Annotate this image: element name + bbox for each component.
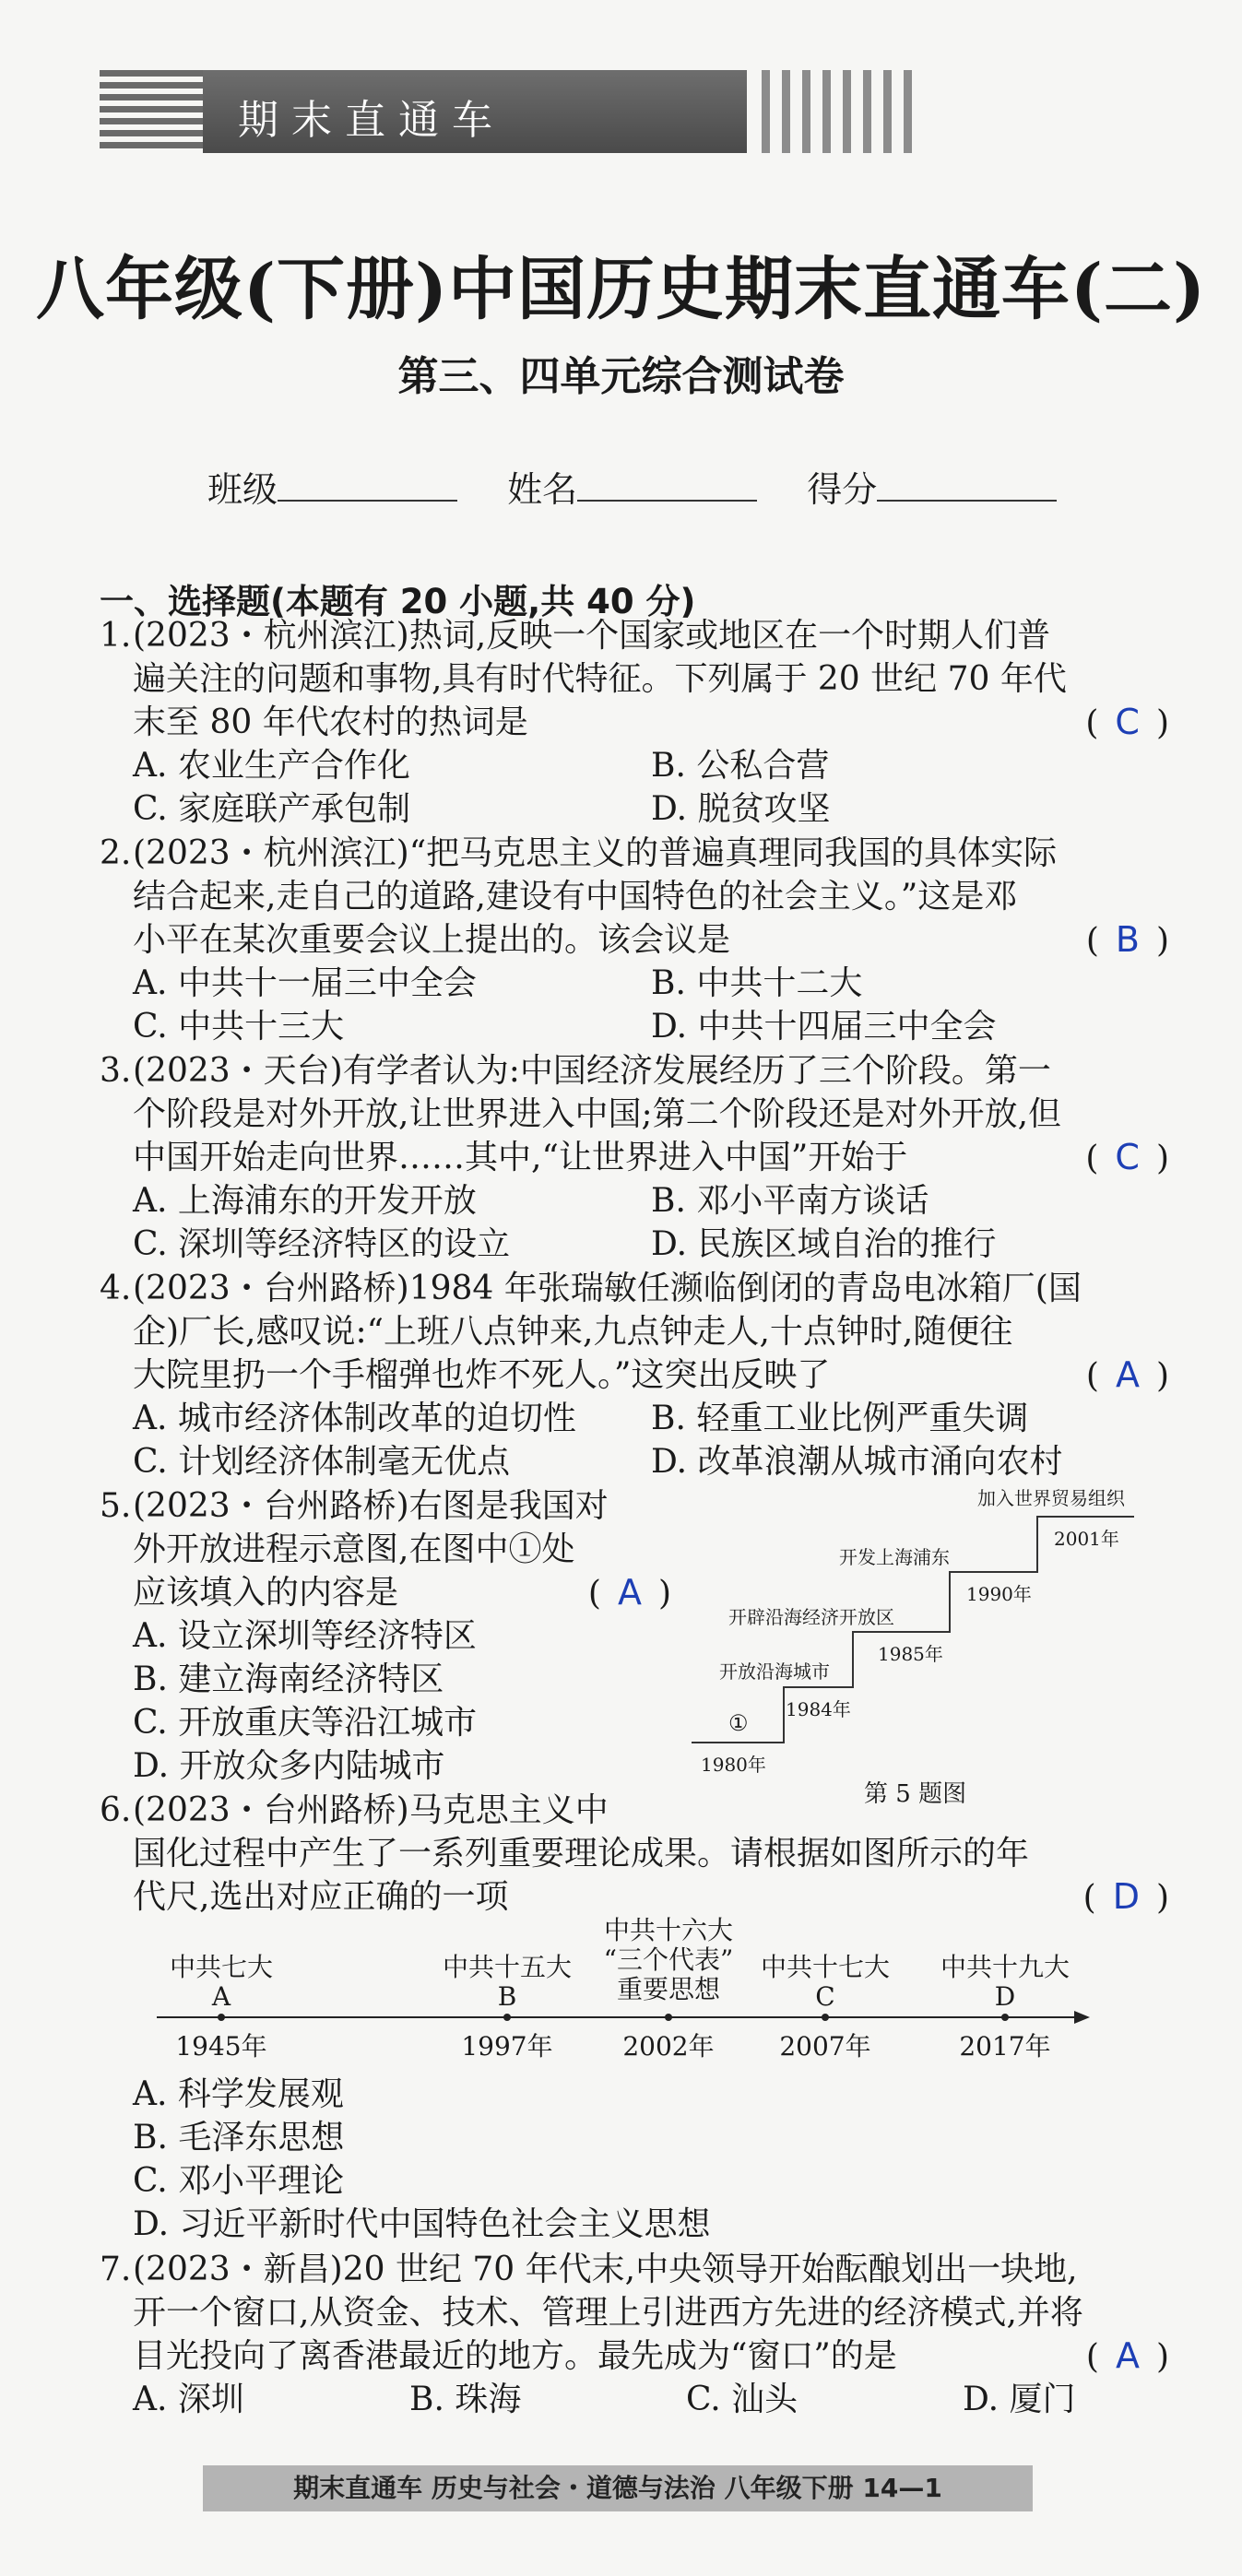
question-number: 2.: [100, 834, 132, 872]
question-line: (2023・天台)有学者认为:中国经济发展经历了三个阶段。第一: [133, 1052, 1051, 1090]
fig5-year-1: 1980年: [701, 1754, 766, 1776]
fig5-year-4: 1990年: [966, 1583, 1032, 1605]
option-d: D. 开放众多内陆城市: [133, 1747, 445, 1785]
option-d: D. 中共十四届三中全会: [651, 1008, 997, 1046]
name-field[interactable]: [577, 463, 757, 502]
option-c: C. 中共十三大: [133, 1008, 345, 1046]
question-number: 4.: [100, 1270, 132, 1307]
question-line: 目光投向了离香港最近的地方。最先成为“窗口”的是: [133, 2337, 897, 2375]
timeline-year-2007: 2007年: [779, 2031, 871, 2062]
timeline-label-d: 中共十九大: [940, 1952, 1070, 1982]
fig5-event-2: 开放沿海城市: [719, 1660, 830, 1683]
question-line: 国化过程中产生了一系列重要理论成果。请根据如图所示的年: [133, 1835, 1030, 1873]
answer-bracket: ( C ): [1085, 1137, 1169, 1177]
question-line: 中国开始走向世界……其中,“让世界进入中国”开始于: [133, 1139, 908, 1176]
answer-letter: D: [1112, 1876, 1140, 1917]
timeline-label-three-represents: “三个代表”: [603, 1944, 734, 1975]
option-a: A. 中共十一届三中全会: [133, 964, 477, 1002]
timeline-year-1997: 1997年: [461, 2031, 553, 2062]
option-b: B. 轻重工业比例严重失调: [651, 1400, 1029, 1437]
option-d: D. 厦门: [963, 2381, 1076, 2418]
timeline-letter-d: D: [994, 1981, 1016, 2012]
question-number: 7.: [100, 2251, 132, 2288]
banner-bars: [762, 70, 918, 153]
answer-letter: A: [1115, 1354, 1140, 1395]
option-c: C. 计划经济体制毫无优点: [133, 1443, 511, 1481]
question-line: 小平在某次重要会议上提出的。该会议是: [133, 921, 731, 959]
option-a: A. 农业生产合作化: [133, 747, 410, 785]
question-number: 5.: [100, 1487, 132, 1525]
question-1: [100, 614, 1169, 831]
option-b: B. 毛泽东思想: [133, 2119, 345, 2157]
question-2: [100, 832, 1169, 1048]
answer-bracket: ( D ): [1082, 1876, 1169, 1917]
question-line: 开一个窗口,从资金、技术、管理上引进西方先进的经济模式,并将: [133, 2294, 1083, 2332]
option-a: A. 城市经济体制改革的迫切性: [133, 1400, 576, 1437]
question-line: (2023・台州路桥)1984 年张瑞敏任濒临倒闭的青岛电冰箱厂(国: [133, 1270, 1082, 1307]
question-line: (2023・台州路桥)马克思主义中: [133, 1791, 609, 1829]
page-footer: 期末直通车 历史与社会・道德与法治 八年级下册 14—1: [203, 2465, 1033, 2511]
question-line: 大院里扔一个手榴弹也炸不死人。”这突出反映了: [133, 1356, 831, 1394]
answer-bracket: ( B ): [1085, 919, 1169, 960]
student-info: [207, 461, 1095, 512]
fig5-event-3: 开辟沿海经济开放区: [728, 1606, 894, 1628]
page-title: 八年级(下册)中国历史期末直通车(二): [35, 250, 1207, 329]
timeline-ruler: [148, 1915, 1097, 2084]
timeline-year-2017: 2017年: [959, 2031, 1051, 2062]
option-b: B. 公私合营: [651, 747, 830, 785]
answer-letter: C: [1115, 1137, 1140, 1177]
option-b: B. 珠海: [409, 2381, 522, 2418]
fig5-event-4: 开发上海浦东: [839, 1546, 950, 1568]
question-4: [100, 1267, 1169, 1483]
option-d: D. 改革浪潮从城市涌向农村: [651, 1443, 1063, 1481]
question-line: 遍关注的问题和事物,具有时代特征。下列属于 20 世纪 70 年代: [133, 660, 1067, 698]
question-line: (2023・杭州滨江)热词,反映一个国家或地区在一个时期人们普: [133, 617, 1051, 655]
option-d: D. 习近平新时代中国特色社会主义思想: [133, 2205, 711, 2243]
answer-letter: B: [1115, 919, 1140, 960]
question-line: (2023・台州路桥)右图是我国对: [133, 1487, 609, 1525]
answer-bracket: ( A ): [587, 1572, 671, 1613]
answer-letter: C: [1115, 702, 1140, 742]
header-banner: [100, 70, 911, 153]
fig5-event-5: 加入世界贸易组织: [977, 1487, 1125, 1509]
question-line: (2023・杭州滨江)“把马克思主义的普遍真理同我国的具体实际: [133, 834, 1058, 872]
option-c: C. 汕头: [686, 2381, 798, 2418]
timeline-label-c: 中共十七大: [760, 1952, 891, 1982]
section-title: 一、选择题(本题有 20 小题,共 40 分): [100, 582, 696, 621]
timeline-label-thought: 重要思想: [616, 1974, 721, 2004]
fig5-caption: 第 5 题图: [864, 1780, 967, 1808]
timeline-letter-c: C: [815, 1981, 835, 2012]
timeline-label-16th: 中共十六大: [603, 1915, 734, 1945]
timeline-letter-a: A: [211, 1981, 231, 2012]
score-label: 得分: [807, 469, 878, 510]
fig5-year-3: 1985年: [878, 1643, 943, 1665]
question-7: [100, 2248, 1169, 2421]
question-6: [100, 1789, 1169, 1919]
question-line: 应该填入的内容是: [133, 1574, 399, 1612]
question-number: 1.: [100, 617, 132, 655]
answer-bracket: ( A ): [1085, 1354, 1169, 1395]
question-3: [100, 1049, 1169, 1266]
option-b: B. 建立海南经济特区: [133, 1660, 444, 1698]
option-a: A. 科学发展观: [133, 2075, 344, 2113]
fig5-year-2: 1984年: [786, 1698, 851, 1720]
question-line: 结合起来,走自己的道路,建设有中国特色的社会主义。”这是邓: [133, 878, 1018, 916]
class-field[interactable]: [278, 463, 457, 502]
option-d: D. 脱贫攻坚: [651, 790, 831, 828]
page-subtitle: 第三、四单元综合测试卷: [397, 353, 845, 400]
question-number: 3.: [100, 1052, 132, 1090]
question-6-options: [100, 2073, 1169, 2246]
option-b: B. 邓小平南方谈话: [651, 1182, 929, 1220]
answer-bracket: ( A ): [1085, 2335, 1169, 2376]
question-line: 外开放进程示意图,在图中①处: [133, 1530, 575, 1568]
timeline-label-a: 中共七大: [169, 1952, 274, 1982]
option-c: C. 开放重庆等沿江城市: [133, 1704, 478, 1742]
fig5-year-5: 2001年: [1054, 1528, 1119, 1550]
option-d: D. 民族区域自治的推行: [651, 1225, 997, 1263]
option-a: A. 上海浦东的开发开放: [133, 1182, 477, 1220]
answer-bracket: ( C ): [1085, 702, 1169, 742]
question-line: 个阶段是对外开放,让世界进入中国;第二个阶段还是对外开放,但: [133, 1095, 1062, 1133]
question-number: 6.: [100, 1791, 132, 1829]
question-line: 末至 80 年代农村的热词是: [133, 703, 528, 741]
option-b: B. 中共十二大: [651, 964, 863, 1002]
question-line: 代尺,选出对应正确的一项: [133, 1878, 509, 1916]
fig5-event-1: ①: [728, 1710, 749, 1736]
banner-title: 期末直通车: [238, 97, 505, 144]
timeline-year-1945: 1945年: [175, 2031, 267, 2062]
question-line: 企)厂长,感叹说:“上班八点钟来,九点钟走人,十点钟时,随便往: [133, 1313, 1013, 1351]
option-c: C. 深圳等经济特区的设立: [133, 1225, 511, 1263]
answer-letter: A: [617, 1572, 642, 1613]
banner-stripes: [100, 70, 203, 153]
option-a: A. 深圳: [133, 2381, 244, 2418]
name-label: 姓名: [507, 469, 578, 510]
score-field[interactable]: [877, 463, 1057, 502]
question-line: (2023・新昌)20 世纪 70 年代末,中央领导开始酝酿划出一块地,: [133, 2251, 1078, 2288]
option-c: C. 邓小平理论: [133, 2162, 345, 2200]
option-a: A. 设立深圳等经济特区: [133, 1617, 477, 1655]
timeline-letter-b: B: [497, 1981, 517, 2012]
timeline-label-b: 中共十五大: [442, 1952, 573, 1982]
fig5-diagram: [682, 1480, 1171, 1821]
timeline-year-2002: 2002年: [622, 2031, 715, 2062]
option-c: C. 家庭联产承包制: [133, 790, 411, 828]
question-5: [100, 1484, 671, 1788]
class-label: 班级: [207, 469, 278, 510]
answer-letter: A: [1115, 2335, 1140, 2376]
